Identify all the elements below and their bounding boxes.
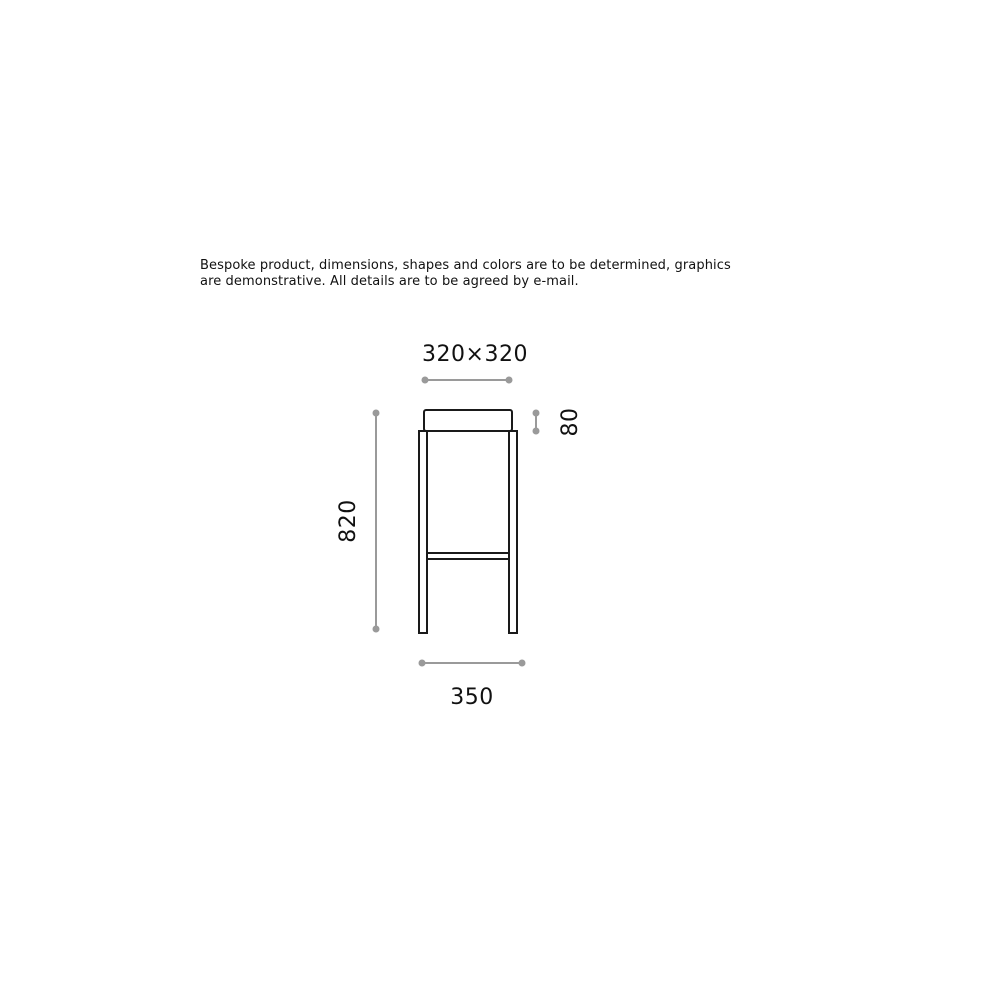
height-dot-top [373,410,380,417]
base-width-dimension [419,660,526,711]
stool-outline [419,410,517,633]
height-label: 820 [336,499,361,543]
stool-leg-left [419,431,427,633]
height-dimension [336,410,380,633]
disclaimer-line-2: are demonstrative. All details are to be agreed by e-mail. [200,274,579,289]
seat-thickness-dot-bottom [533,428,540,435]
stool-seat [424,410,512,431]
seat-size-dimension [422,342,528,384]
seat-thickness-label: 80 [558,407,583,437]
seat-size-dot-right [506,377,513,384]
seat-thickness-dimension [533,408,584,437]
base-width-label: 350 [450,685,494,710]
seat-size-dot-left [422,377,429,384]
seat-thickness-dot-top [533,410,540,417]
base-width-dot-right [519,660,526,667]
height-dot-bottom [373,626,380,633]
disclaimer-line-1: Bespoke product, dimensions, shapes and colors are to be determined, graphics [200,258,731,273]
seat-size-label: 320×320 [422,342,528,367]
stool-leg-right [509,431,517,633]
base-width-dot-left [419,660,426,667]
stool-footrest [427,553,509,559]
